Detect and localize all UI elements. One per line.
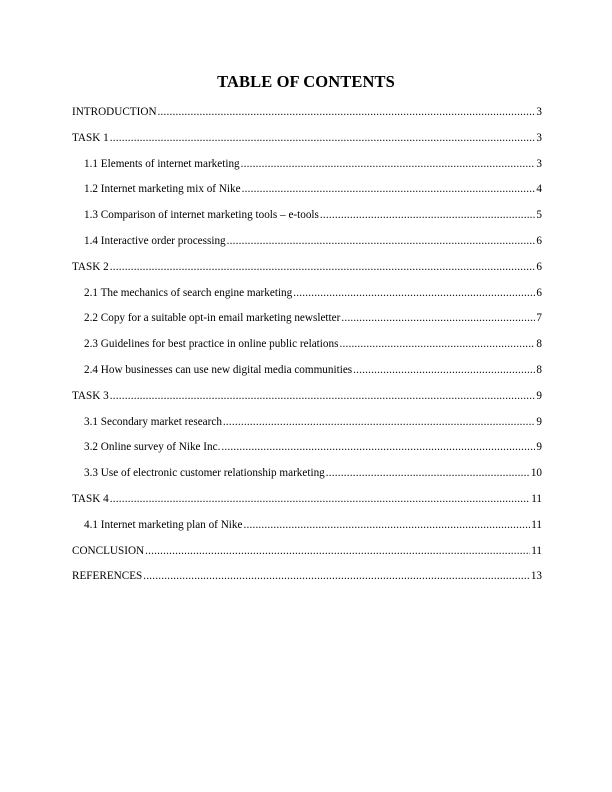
- toc-entry-label: CONCLUSION: [72, 544, 145, 557]
- toc-entry-label: REFERENCES: [72, 570, 143, 583]
- dot-leader: [223, 414, 535, 430]
- toc-entry-page: 4: [536, 183, 542, 196]
- toc-title: TABLE OF CONTENTS: [217, 72, 395, 91]
- toc-entry-label: 2.3 Guidelines for best practice in online public relations: [84, 338, 339, 351]
- toc-entry-page: 11: [531, 518, 542, 531]
- dot-leader: [326, 465, 530, 481]
- toc-entry-label: 1.4 Interactive order processing: [84, 234, 226, 247]
- toc-entry-page: 9: [536, 415, 542, 428]
- toc-entry-1-2[interactable]: [72, 181, 542, 207]
- toc-entry-task-3[interactable]: [72, 388, 542, 414]
- dot-leader: [143, 568, 530, 584]
- toc-entry-label: INTRODUCTION: [72, 106, 157, 118]
- dot-leader: [227, 233, 536, 249]
- toc-entry-1-3[interactable]: [72, 207, 542, 233]
- toc-entry-2-3[interactable]: [72, 336, 542, 362]
- dot-leader: [339, 336, 535, 352]
- dot-leader: [242, 181, 536, 197]
- dot-leader: [110, 130, 536, 146]
- toc-entry-3-2[interactable]: [72, 439, 542, 465]
- toc-entry-label: 1.3 Comparison of internet marketing tools – e-tools: [84, 209, 319, 222]
- toc-entry-page: 6: [536, 234, 542, 247]
- toc-entry-page: 9: [536, 389, 542, 402]
- toc-entry-page: 11: [531, 544, 542, 557]
- toc-entry-page: 8: [536, 363, 542, 376]
- toc-entry-page: 13: [530, 570, 542, 583]
- dot-leader: [221, 439, 535, 455]
- toc-entry-page: 11: [531, 492, 542, 505]
- dot-leader: [241, 156, 536, 172]
- toc-entry-2-1[interactable]: [72, 285, 542, 311]
- toc-entry-page: 7: [536, 312, 542, 325]
- toc-entry-label: 1.2 Internet marketing mix of Nike: [84, 183, 241, 196]
- toc-entry-label: TASK 2: [72, 260, 109, 273]
- dot-leader: [110, 491, 531, 507]
- dot-leader: [110, 259, 536, 275]
- toc-entry-2-2[interactable]: [72, 310, 542, 336]
- toc-entry-label: 3.3 Use of electronic customer relationship marketing: [84, 467, 325, 480]
- toc-entry-label: 3.2 Online survey of Nike Inc.: [84, 441, 221, 454]
- dot-leader: [320, 207, 536, 223]
- dot-leader: [293, 285, 535, 301]
- toc-entry-label: 2.2 Copy for a suitable opt-in email marketing newsletter: [84, 312, 341, 325]
- toc-entry-page: 3: [536, 157, 542, 170]
- dot-leader: [158, 104, 536, 120]
- toc-entry-label: 3.1 Secondary market research: [84, 415, 222, 428]
- toc-entry-task-4[interactable]: [72, 491, 542, 517]
- toc-entry-task-2[interactable]: [72, 259, 542, 285]
- dot-leader: [341, 310, 535, 326]
- toc-entry-3-3[interactable]: [72, 465, 542, 491]
- dot-leader: [353, 362, 535, 378]
- toc-entry-page: 3: [536, 106, 542, 118]
- dot-leader: [110, 388, 536, 404]
- toc-entry-label: 1.1 Elements of internet marketing: [84, 157, 240, 170]
- toc-entry-label: 2.4 How businesses can use new digital media communities: [84, 363, 353, 376]
- toc-entry-label: 4.1 Internet marketing plan of Nike: [84, 518, 243, 531]
- toc-entry-task-1[interactable]: [72, 130, 542, 156]
- toc-entry-page: 3: [536, 131, 542, 144]
- toc-entry-conclusion[interactable]: [72, 543, 542, 569]
- toc-entry-label: TASK 4: [72, 492, 109, 505]
- dot-leader: [145, 543, 530, 559]
- toc-entry-references[interactable]: [72, 568, 542, 594]
- toc-entry-1-4[interactable]: [72, 233, 542, 259]
- toc-entry-page: 6: [536, 260, 542, 273]
- toc-entry-introduction[interactable]: [72, 104, 542, 130]
- toc-entry-page: 6: [536, 286, 542, 299]
- toc-entry-page: 8: [536, 338, 542, 351]
- toc-entry-page: 5: [536, 209, 542, 222]
- toc-entry-label: TASK 3: [72, 389, 109, 402]
- toc-entry-3-1[interactable]: [72, 414, 542, 440]
- toc-entry-4-1[interactable]: [72, 517, 542, 543]
- toc-entry-2-4[interactable]: [72, 362, 542, 388]
- dot-leader: [243, 517, 530, 533]
- toc-entry-label: TASK 1: [72, 131, 109, 144]
- toc-entry-page: 9: [536, 441, 542, 454]
- toc-entry-page: 10: [530, 467, 542, 480]
- toc-entry-label: 2.1 The mechanics of search engine marketing: [84, 286, 293, 299]
- toc-list: [72, 104, 542, 594]
- toc-entry-1-1[interactable]: [72, 156, 542, 182]
